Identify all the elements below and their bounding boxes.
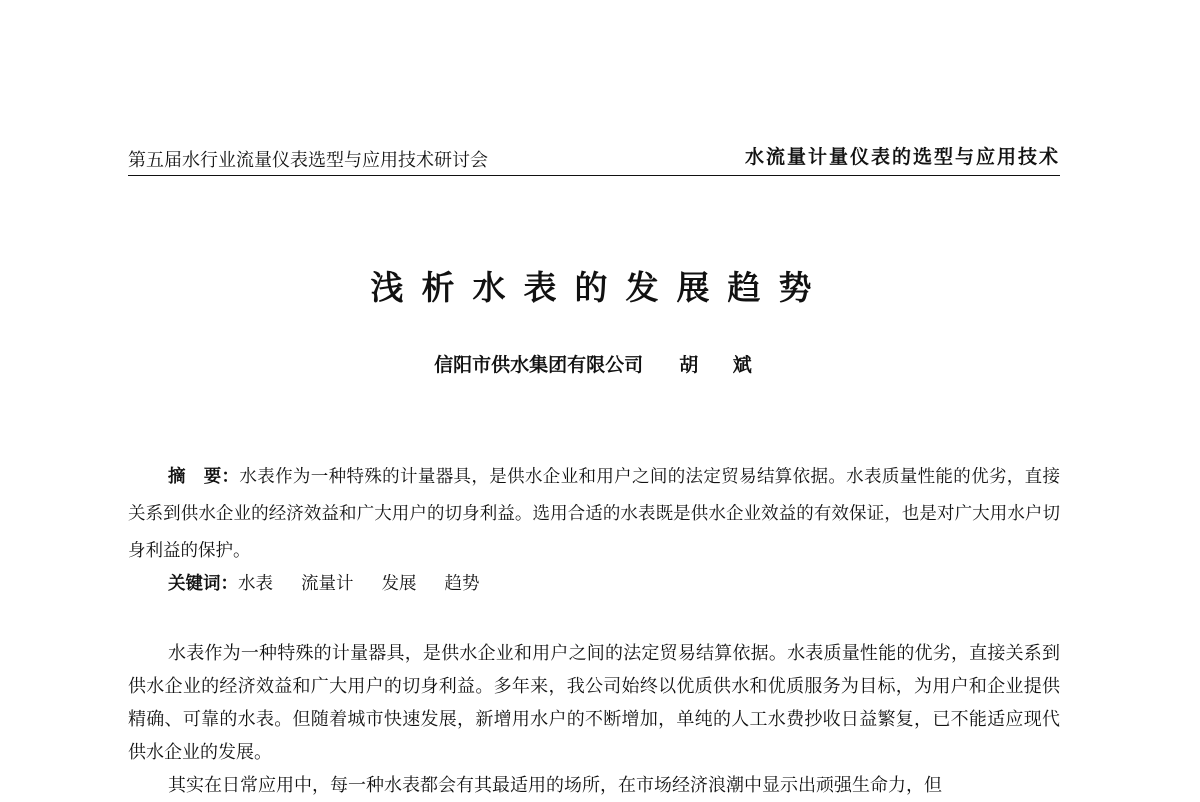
body-paragraph: 其实在日常应用中，每一种水表都会有其最适用的场所，在市场经济浪潮中显示出顽强生命力，但 <box>168 775 942 796</box>
header-conference-name: 第五届水行业流量仪表选型与应用技术研讨会 <box>128 150 488 171</box>
affiliation: 信阳市供水集团有限公司 <box>434 354 644 376</box>
keyword: 趋势 <box>444 574 480 594</box>
byline <box>0 350 1200 377</box>
body-paragraph: 水表作为一种特殊的计量器具，是供水企业和用户之间的法定贸易结算依据。水表质量性能的优劣，直接关系到供水企业的经济效益和广大用户的切身利益。多年来，我公司始终以优质供水和优质服务为目标，为用户和企业提供精确、可靠的水表。但随着城市快速发展，新增用水户的不断增加，单纯的人工水费抄收日益繁复，已不能适应现代供水企业的发展。 <box>128 643 1060 763</box>
header-section-title: 水流量计量仪表的选型与应用技术 <box>744 146 1060 168</box>
abstract <box>128 459 1060 570</box>
abstract-text: 水表作为一种特殊的计量器具，是供水企业和用户之间的法定贸易结算依据。水表质量性能的优劣，直接关系到供水企业的经济效益和广大用户的切身利益。选用合适的水表既是供水企业效益的有效保证，也是对广大用水户切身利益的保护。 <box>128 467 1060 561</box>
keywords <box>168 566 1060 603</box>
keyword: 流量计 <box>301 574 354 594</box>
author-name: 胡 斌 <box>679 354 766 376</box>
keywords-label: 关键词： <box>168 574 238 594</box>
keyword: 水表 <box>238 574 273 594</box>
running-header <box>128 145 1060 176</box>
article-title: 浅析水表的发展趋势 <box>370 268 830 307</box>
abstract-label: 摘 要： <box>168 467 240 487</box>
keyword: 发展 <box>381 574 417 594</box>
body-text <box>128 637 1060 802</box>
